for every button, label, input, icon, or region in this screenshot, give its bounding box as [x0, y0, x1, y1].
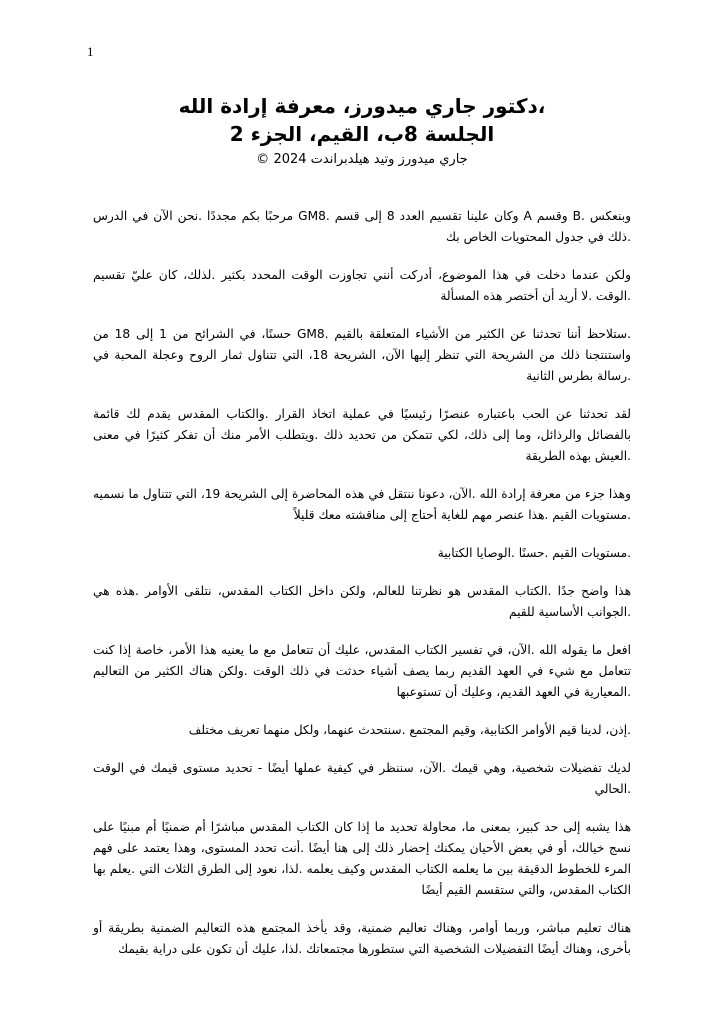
paragraph: .ستلاحظ أننا تحدثنا عن الكثير من الأشياء المتعلقة بالقيم .GM8 حسنًا، في الشرائح من 1 إلى 18 من واستنتجنا ذلك من الشريحة التي تنظر إليها الآن، الشريحة 18، التي تتناول ثمار الروح وعجلة المحبة في .رسالة بطرس الثانية — [93, 327, 631, 383]
paragraph: هذا يشبه إلى حد كبير، بمعنى ما، محاولة تحديد ما إذا كان الكتاب المقدس مباشرًا أم ضمنيًا أم مبنيًا على نسج خيالك، أو في بعض الأحيان يمكنك إحضار ذلك إلى هنا أيضًا .أنت تحدد المستوى، وهذا يعتمد على فهم المرء للخطوط الدقيقة بين ما يعلمه الكتاب المقدس وكيف يعلمه .لذا، نعود إلى الطرق الثلاث التي .يعلم بها الكتاب المقدس، والتي ستقسم القيم أيضًا — [93, 820, 631, 897]
paragraph: هناك تعليم مباشر، وربما أوامر، وهناك تعاليم ضمنية، وقد يأخذ المجتمع هذه التعاليم الضمنية بطريقة أو بأخرى، وهناك أيضًا التفضيلات الشخصية التي ستطورها مجتمعاتك .لذا، عليك أن تكون على دراية بقيمك — [93, 921, 631, 956]
paragraph: .مستويات القيم .حسنًا .الوصايا الكتابية — [437, 546, 631, 560]
paragraph: .إذن، لدينا قيم الأوامر الكتابية، وقيم المجتمع .سنتحدث عنهما، ولكل منهما تعريف مختلف — [188, 723, 631, 737]
paragraph: لقد تحدثنا عن الحب باعتباره عنصرًا رئيسيًا في عملية اتخاذ القرار .والكتاب المقدس يقدم لك قائمة بالفضائل والرذائل، وما إلى ذلك، لكي تتمكن من تحديد ذلك .ويتطلب الأمر منك أن تفكر كثيرًا في معنى .العيش بهذه الطريقة — [93, 407, 631, 463]
title-line-1: ،دكتور جاري ميدورز، معرفة إرادة الله — [178, 94, 546, 118]
document-header — [60, 92, 664, 170]
paragraph: وهذا جزء من معرفة إرادة الله .الآن، دعونا ننتقل في هذه المحاضرة إلى الشريحة 19، التي تتناول ما نسميه .مستويات القيم .هذا عنصر مهم للغاية أحتاج إلى مناقشته معك قليلاً — [93, 487, 631, 522]
page-number: 1 — [87, 44, 94, 59]
title-line-2: الجلسة 8ب، القيم، الجزء 2 — [229, 122, 495, 146]
copyright-line: جاري ميدورز وتيد هيلدبراندت 2024 © — [256, 152, 468, 167]
paragraph: وبنعكس .B وقسم A وكان علينا تقسيم العدد 8 إلى قسم .GM8 مرحبًا بكم مجددًا .نحن الآن في الدرس .ذلك في جدول المحتويات الخاص بك — [93, 209, 631, 244]
paragraph: هذا واضح جدًا .الكتاب المقدس هو نظرتنا للعالم، ولكن داخل الكتاب المقدس، نتلقى الأوامر .هذه هي .الجوانب الأساسية للقيم — [93, 584, 631, 619]
document-body — [93, 206, 631, 977]
paragraph: ولكن عندما دخلت في هذا الموضوع، أدركت أنني تجاوزت الوقت المحدد بكثير .لذلك، كان عليّ تقسيم .الوقت .لا أريد أن أختصر هذه المسألة — [93, 268, 631, 303]
paragraph: افعل ما يقوله الله .الآن، في تفسير الكتاب المقدس، عليك أن تتعامل مع ما يعنيه هذا الأمر، خاصة إذا كنت تتعامل مع شيء في العهد القديم ربما يصف أشياء حدثت في ذلك الوقت .ولكن هناك الكثير من التعاليم .المعيارية في العهد القديم، وعليك أن تستوعبها — [93, 643, 631, 699]
paragraph: لديك تفضيلات شخصية، وهي قيمك .الآن، سننظر في كيفية عملها أيضًا - تحديد مستوى قيمك في الوقت .الحالي — [93, 761, 631, 796]
